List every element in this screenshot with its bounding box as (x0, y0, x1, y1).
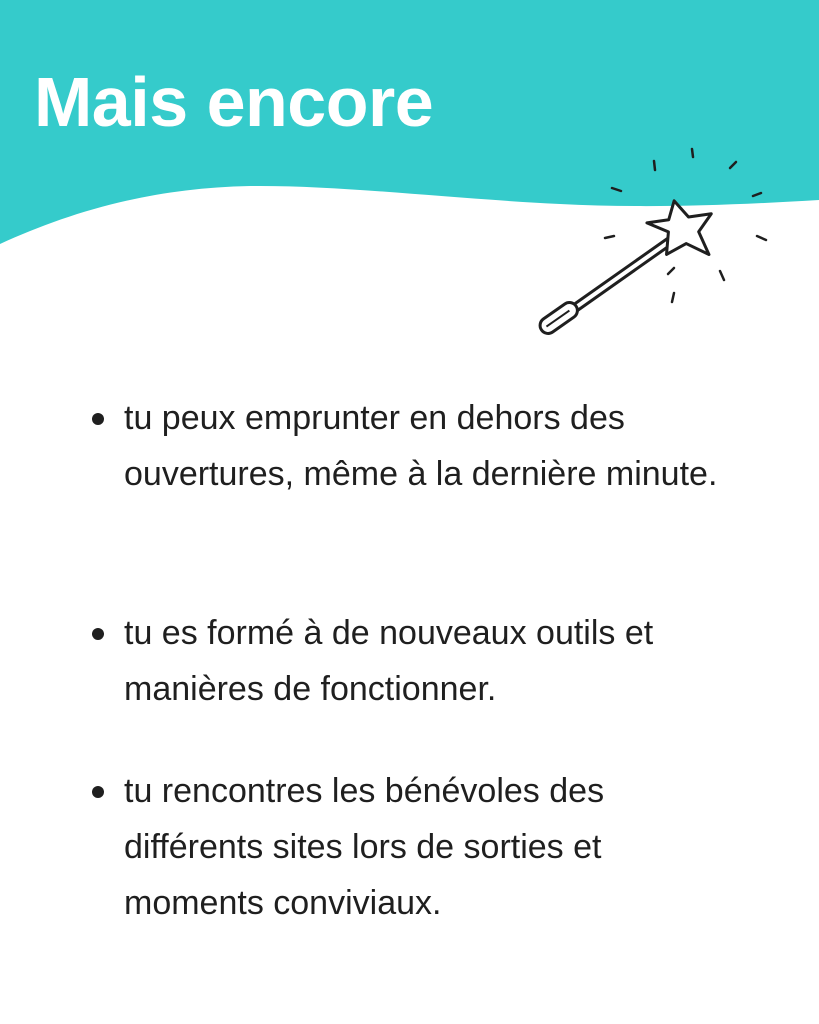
list-item-text: tu rencontres les bénévoles des différents sites lors de sorties et moments conviviaux. (124, 772, 605, 922)
page-title: Mais encore (34, 63, 434, 141)
bullet-icon (92, 786, 104, 798)
bullet-icon (92, 628, 104, 640)
magic-wand-icon (520, 140, 790, 350)
list-item (92, 763, 772, 931)
bullet-icon (92, 413, 104, 425)
list-item (92, 390, 772, 502)
wand-stick-inner (565, 241, 670, 315)
list-item-text: tu peux emprunter en dehors des ouvertures, même à la dernière minute. (124, 399, 718, 493)
wand-handle (537, 299, 581, 336)
list-item-text: tu es formé à de nouveaux outils et manières de fonctionner. (124, 614, 654, 708)
list-item (92, 605, 772, 717)
